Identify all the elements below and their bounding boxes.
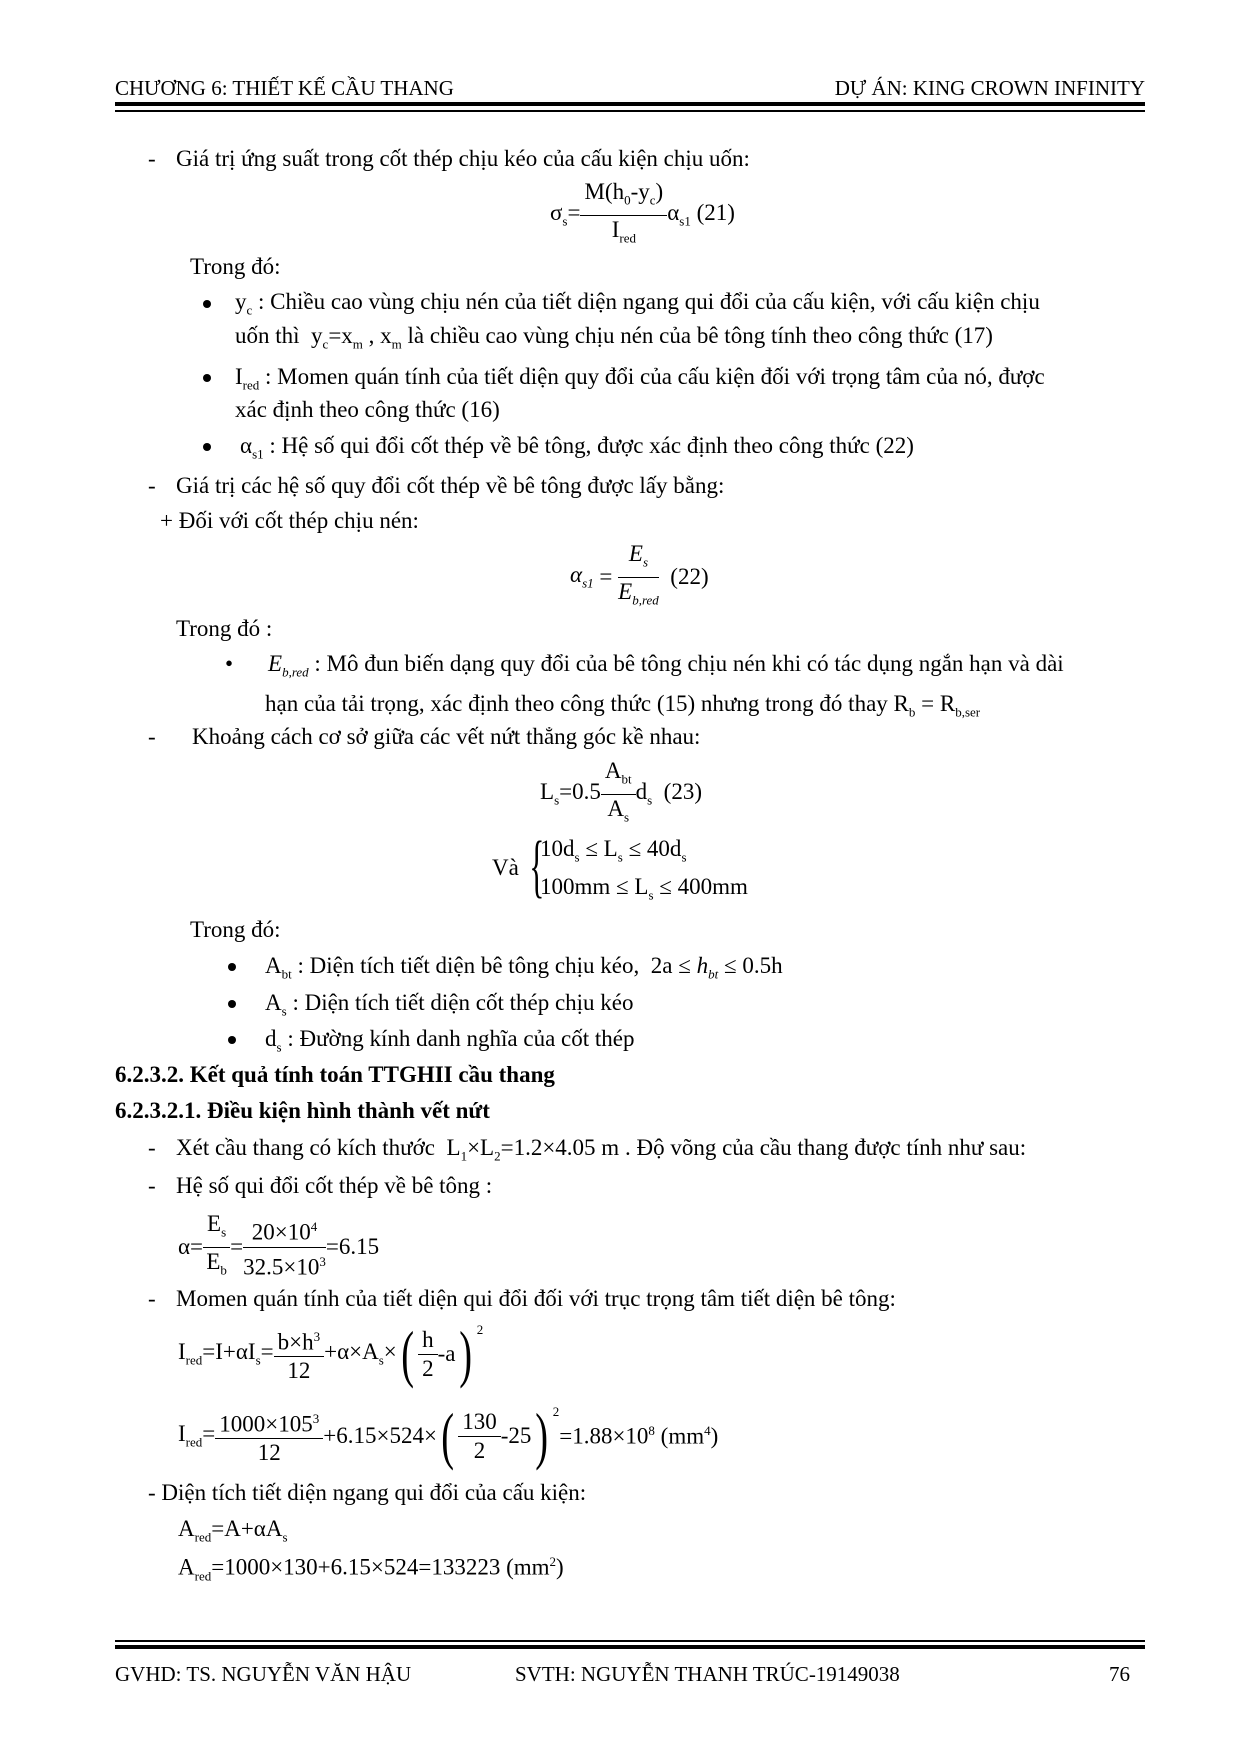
equation-ared-value: $A_{red}=1000\times 130+6.15\times 524=133223$ $(mm^2)$ [178, 1554, 564, 1584]
footer-rule-thin [115, 1640, 1145, 1642]
footer-advisor: GVHD: TS. NGUYỄN VĂN HẬU [115, 1662, 412, 1686]
bullet-icon [228, 1036, 236, 1044]
header-rule-thin [115, 110, 1145, 112]
bullet-alpha: $\alpha_{s1}$ : Hệ số qui đổi cốt thép về bê tông, được xác định theo công thức (22) [240, 433, 914, 462]
paragraph-alpha: Hệ số qui đổi cốt thép về bê tông : [176, 1173, 493, 1198]
subsection-heading: 6.2.3.2.1. Điều kiện hình thành vết nứt [115, 1098, 490, 1123]
fraction: $\frac{b\times h^3}{12}$ [274, 1323, 324, 1386]
dash-marker: - [148, 146, 156, 171]
bullet-icon [228, 1000, 236, 1008]
header-project: DỰ ÁN: KING CROWN INFINITY [834, 76, 1145, 100]
equation-21: $\sigma_s=$ $\frac{M(h_0-y_c)}{I_{red}}$ $\alpha_{s1}$ (21) [550, 178, 735, 252]
footer-student: SVTH: NGUYỄN THANH TRÚC-19149038 [515, 1662, 900, 1686]
fraction: $\frac{E_s}{E_b}$ [203, 1210, 230, 1284]
brace-icon: { [529, 828, 545, 905]
equation-ired-formula: $I_{red}=I+\alpha I_s=$ $\frac{b\times h^3}{12}$ $+\alpha\times A_s\times$ ( $\frac{h}{2}$ -a ) $^2$ [178, 1318, 484, 1389]
condition-line-1: $10d_s \le L_s \le 40d_s$ [540, 836, 687, 865]
header-rule-thick [115, 102, 1145, 106]
bullet-yc-line2: uốn thì $y_c=x_m$ , $x_m$ là chiều cao vùng chịu nén của bê tông tính theo công thức (17) [235, 323, 993, 352]
section-heading: 6.2.3.2. Kết quả tính toán TTGHII cầu thang [115, 1062, 555, 1087]
dash-marker: - [148, 1286, 156, 1311]
bullet-abt: $A_{bt}$ : Diện tích tiết diện bê tông chịu kéo, $2a \le h_{bt} \le 0.5h$ [265, 953, 783, 982]
footer-rule-thick [115, 1645, 1145, 1649]
bullet-yc: $y_c$ : Chiều cao vùng chịu nén của tiết diện ngang qui đổi của cấu kiện, với cấu kiện chịu [235, 289, 1040, 318]
fraction: $\frac{130}{2}$ [458, 1408, 501, 1465]
label-trong-do: Trong đó : [176, 616, 273, 641]
bullet-icon [203, 443, 211, 451]
label-trong-do: Trong đó: [190, 917, 281, 942]
bullet-as: $A_s$ : Diện tích tiết diện cốt thép chịu kéo [265, 990, 634, 1019]
paragraph-area: - Diện tích tiết diện ngang qui đổi của cấu kiện: [148, 1480, 587, 1505]
label-va: Và [492, 855, 519, 880]
paragraph-compression: + Đối với cốt thép chịu nén: [160, 508, 419, 533]
bullet-ds: $d_s$ : Đường kính danh nghĩa của cốt thép [265, 1026, 635, 1055]
bullet-icon [203, 300, 211, 308]
equation-ired-value: $I_{red}=$ $\frac{1000\times 105^3}{12}$ +6.15×524× ( $\frac{130}{2}$ -25 ) $^2$ $=1.88\times 10^8$ $(mm^4)$ [178, 1400, 719, 1471]
dash-marker: - [148, 1173, 156, 1198]
bullet-icon [228, 963, 236, 971]
paragraph-dimensions: Xét cầu thang có kích thước $L_1\times L_2=1.2\times 4.05$ m . Độ võng của cầu thang được tính như sau: [176, 1135, 1027, 1164]
bullet-ebred-line2: hạn của tải trọng, xác định theo công thức (15) nhưng trong đó thay $R_b = R_{b,ser}$ [265, 691, 981, 720]
bullet-ebred: $E_{b,red}$ : Mô đun biến dạng quy đổi của bê tông chịu nén khi có tác dụng ngắn hạn và dài [268, 651, 1064, 680]
bullet-icon [203, 374, 211, 382]
fraction: $\frac{20\times 10^4}{32.5\times 10^3}$ [243, 1213, 326, 1281]
condition-line-2: $100mm \le L_s \le 400mm$ [540, 874, 748, 903]
fraction: $\frac{M(h_0-y_c)}{I_{red}}$ [580, 178, 667, 252]
fraction: $\frac{1000\times 105^3}{12}$ [215, 1405, 323, 1468]
header-chapter: CHƯƠNG 6: THIẾT KẾ CẦU THANG [115, 76, 454, 100]
label-trong-do: Trong đó: [190, 254, 281, 279]
bullet-ired: $I_{red}$ : Momen quán tính của tiết diện quy đổi của cấu kiện đối với trọng tâm của nó, được [235, 364, 1045, 393]
paragraph-crack-spacing: Khoảng cách cơ sở giữa các vết nứt thẳng góc kề nhau: [192, 724, 701, 749]
paragraph-stress: Giá trị ứng suất trong cốt thép chịu kéo của cấu kiện chịu uốn: [176, 146, 750, 171]
equation-alpha: α= $\frac{E_s}{E_b}$ = $\frac{20\times 10^4}{32.5\times 10^3}$ =6.15 [178, 1210, 379, 1284]
equation-23: $L_s=0.5$ $\frac{A_{bt}}{A_s}$ $d_s$ (23) [540, 757, 702, 831]
paragraph-moment: Momen quán tính của tiết diện qui đổi đối với trục trọng tâm tiết diện bê tông: [176, 1286, 896, 1311]
bullet-small-icon: • [225, 651, 234, 676]
paragraph-coefficients: Giá trị các hệ số quy đổi cốt thép về bê tông được lấy bằng: [176, 473, 725, 498]
fraction: $\frac{E_s}{E_{b,red}}$ [618, 541, 659, 608]
fraction: $\frac{A_{bt}}{A_s}$ [601, 757, 636, 831]
equation-22: $\alpha_{s1}$ = $\frac{E_s}{E_{b,red}}$ (22) [570, 540, 709, 614]
page-number: 76 [1109, 1662, 1130, 1686]
dash-marker: - [148, 1135, 156, 1160]
dash-marker: - [148, 724, 156, 749]
bullet-ired-line2: xác định theo công thức (16) [235, 397, 500, 422]
fraction: $\frac{h}{2}$ [418, 1326, 438, 1383]
equation-ared-formula: $A_{red}=A+\alpha A_s$ [178, 1516, 288, 1545]
dash-marker: - [148, 473, 156, 498]
